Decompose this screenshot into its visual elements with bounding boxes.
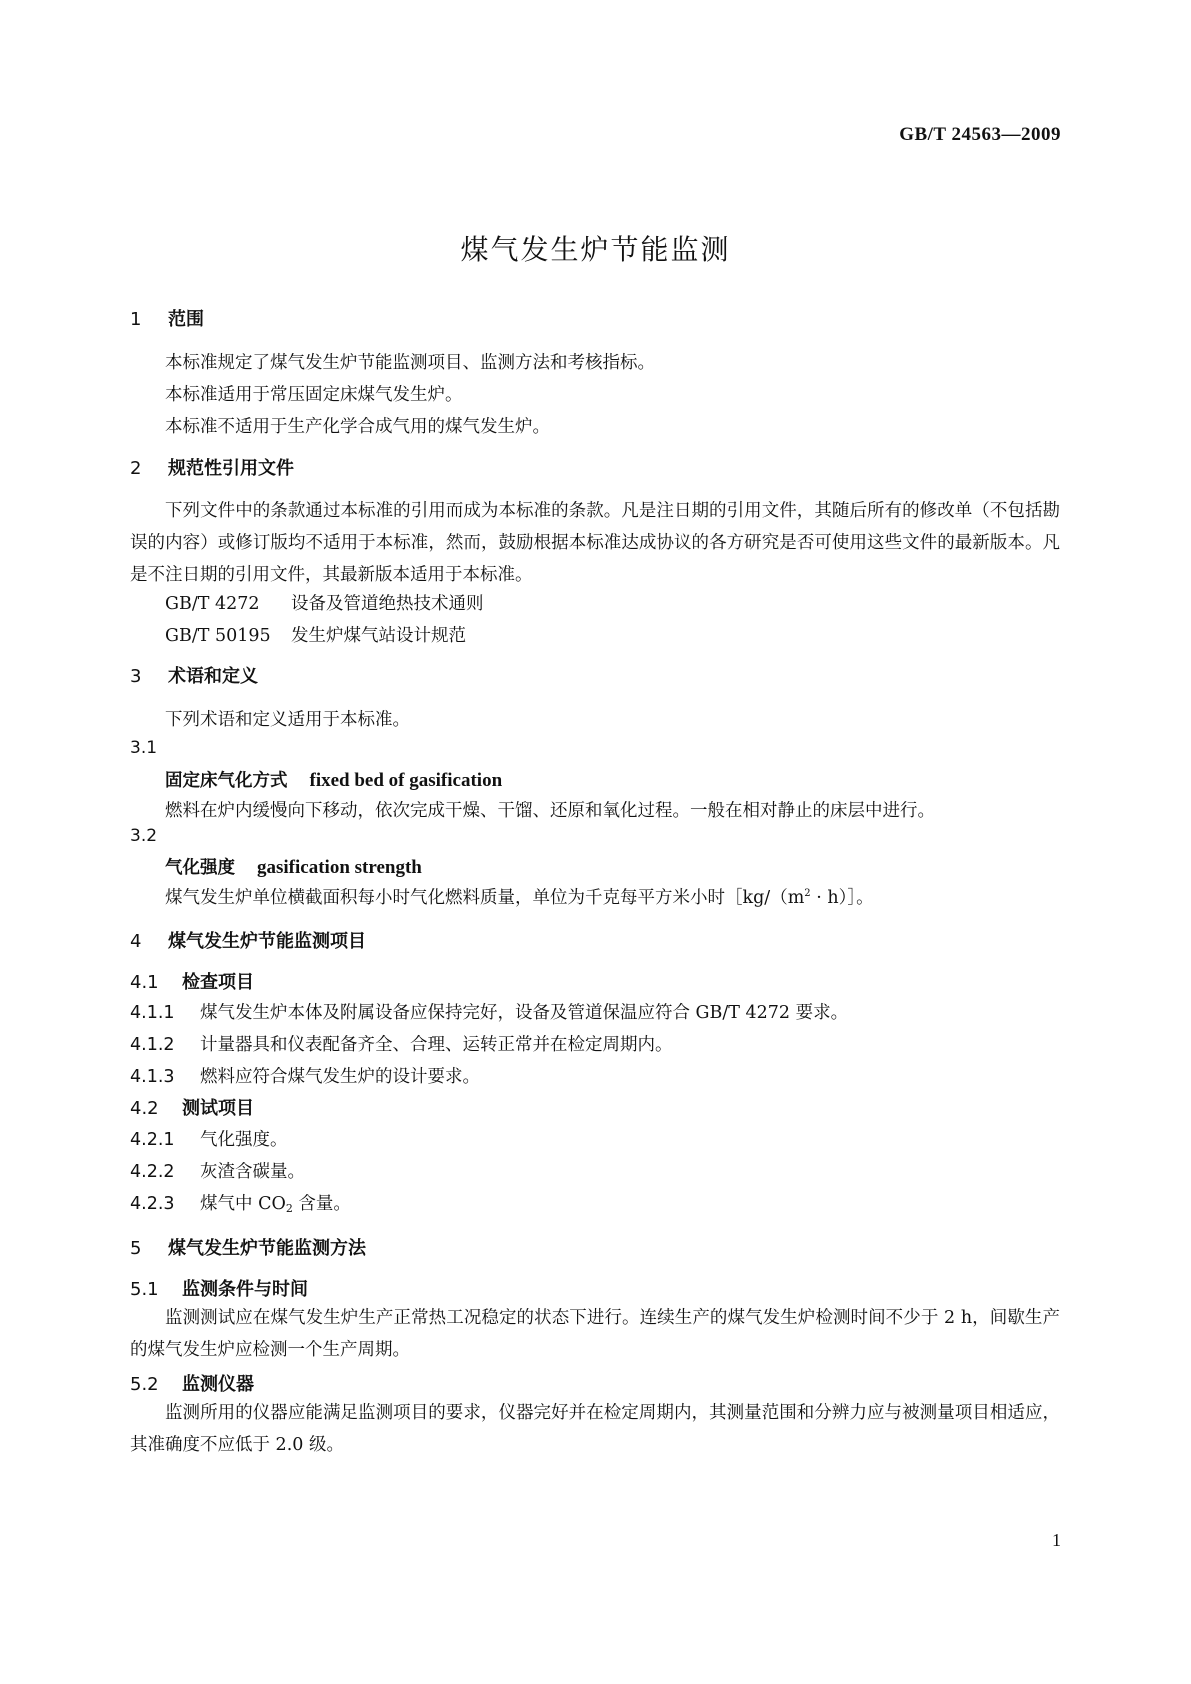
scope-paragraph-2: 本标准适用于常压固定床煤气发生炉。 <box>165 385 463 405</box>
clause-number: 4.1.1 <box>130 1003 175 1023</box>
section-number: 5 <box>130 1238 142 1259</box>
subsection-heading <box>130 1370 254 1396</box>
scope-paragraph-1: 本标准规定了煤气发生炉节能监测项目、监测方法和考核指标。 <box>165 353 655 373</box>
subsection-title: 监测仪器 <box>182 1374 254 1395</box>
term-chinese: 气化强度 <box>165 858 235 878</box>
clause-text: 气化强度。 <box>200 1130 288 1150</box>
term-entry <box>165 854 422 879</box>
clause-number: 4.1.2 <box>130 1035 175 1055</box>
section-title: 规范性引用文件 <box>168 458 294 479</box>
superscript: 2 <box>804 888 811 900</box>
section-number: 3 <box>130 666 142 687</box>
clause-text: 煤气发生炉本体及附属设备应保持完好，设备及管道保温应符合 GB/T 4272 要求。 <box>200 1003 849 1023</box>
clause-text: 含量。 <box>292 1194 351 1214</box>
term-entry <box>165 767 502 792</box>
section-number: 4 <box>130 931 142 952</box>
page-number: 1 <box>1052 1530 1061 1550</box>
clause-text: 燃料应符合煤气发生炉的设计要求。 <box>200 1067 480 1087</box>
clause-number: 4.1.3 <box>130 1067 175 1087</box>
standard-number: GB/T 24563—2009 <box>899 124 1061 145</box>
subsection-number: 4.1 <box>130 972 159 993</box>
term-chinese: 固定床气化方式 <box>165 771 288 791</box>
section-1-heading <box>130 305 204 331</box>
subsection-title: 测试项目 <box>182 1098 254 1119</box>
subsection-number: 5.1 <box>130 1279 159 1300</box>
section-number: 1 <box>130 309 142 330</box>
subsection-number: 5.2 <box>130 1374 159 1395</box>
term-english: gasification strength <box>257 857 422 878</box>
section-title: 煤气发生炉节能监测方法 <box>168 1238 366 1259</box>
term-definition: 燃料在炉内缓慢向下移动，依次完成干燥、干馏、还原和氧化过程。一般在相对静止的床层中进行。 <box>165 801 935 821</box>
clause <box>130 999 848 1024</box>
document-title: 煤气发生炉节能监测 <box>460 233 731 266</box>
subsection-title: 检查项目 <box>182 972 254 993</box>
clause-text: 灰渣含碳量。 <box>200 1162 305 1182</box>
monitoring-instruments-paragraph: 监测所用的仪器应能满足监测项目的要求，仪器完好并在检定周期内，其测量范围和分辨力应与被测量项目相适应，其准确度不应低于 2.0 级。 <box>130 1403 1060 1455</box>
reference-code: GB/T 4272 <box>165 594 260 614</box>
scope-paragraph-3: 本标准不适用于生产化学合成气用的煤气发生炉。 <box>165 417 550 437</box>
section-4-heading <box>130 927 366 953</box>
term-definition <box>165 884 874 909</box>
section-number: 2 <box>130 458 142 479</box>
clause-number: 4.2.1 <box>130 1130 175 1150</box>
subsection-heading <box>130 968 254 994</box>
normative-references-paragraph: 下列文件中的条款通过本标准的引用而成为本标准的条款。凡是注日期的引用文件，其随后所有的修改单（不包括勘误的内容）或修订版均不适用于本标准，然而，鼓励根据本标准达成协议的各方研究是否可使用这些文件的最新版本。凡是不注日期的引用文件，其最新版本适用于本标准。 <box>130 501 1060 585</box>
terms-intro: 下列术语和定义适用于本标准。 <box>165 710 410 730</box>
definition-text: · h）］。 <box>810 888 874 908</box>
reference-title: 设备及管道绝热技术通则 <box>291 594 484 614</box>
reference-item <box>165 622 466 647</box>
subsection-number: 4.2 <box>130 1098 159 1119</box>
section-title: 术语和定义 <box>168 666 258 687</box>
clause <box>130 1031 673 1056</box>
reference-title: 发生炉煤气站设计规范 <box>291 626 466 646</box>
subsection-heading <box>130 1094 254 1120</box>
section-3-heading <box>130 662 258 688</box>
term-number: 3.2 <box>130 826 158 846</box>
term-english: fixed bed of gasification <box>309 770 503 791</box>
section-2-heading <box>130 454 294 480</box>
subscript: 2 <box>285 1202 293 1215</box>
clause <box>130 1190 351 1215</box>
monitoring-conditions-paragraph: 监测测试应在煤气发生炉生产正常热工况稳定的状态下进行。连续生产的煤气发生炉检测时间不少于 2 h，间歇生产的煤气发生炉应检测一个生产周期。 <box>130 1308 1060 1360</box>
clause <box>130 1158 305 1183</box>
section-title: 煤气发生炉节能监测项目 <box>168 931 366 952</box>
subsection-title: 监测条件与时间 <box>182 1279 308 1300</box>
clause-text: 煤气中 CO <box>200 1194 286 1214</box>
reference-code: GB/T 50195 <box>165 626 271 646</box>
clause-text: 计量器具和仪表配备齐全、合理、运转正常并在检定周期内。 <box>200 1035 673 1055</box>
clause-number: 4.2.3 <box>130 1194 175 1214</box>
clause <box>130 1126 288 1151</box>
section-title: 范围 <box>168 309 204 330</box>
definition-text: 煤气发生炉单位横截面积每小时气化燃料质量，单位为千克每平方米小时［kg/（m <box>165 888 805 908</box>
subsection-heading <box>130 1275 308 1301</box>
reference-item <box>165 590 484 615</box>
term-number: 3.1 <box>130 738 158 758</box>
clause <box>130 1063 480 1088</box>
section-5-heading <box>130 1234 366 1260</box>
clause-number: 4.2.2 <box>130 1162 175 1182</box>
